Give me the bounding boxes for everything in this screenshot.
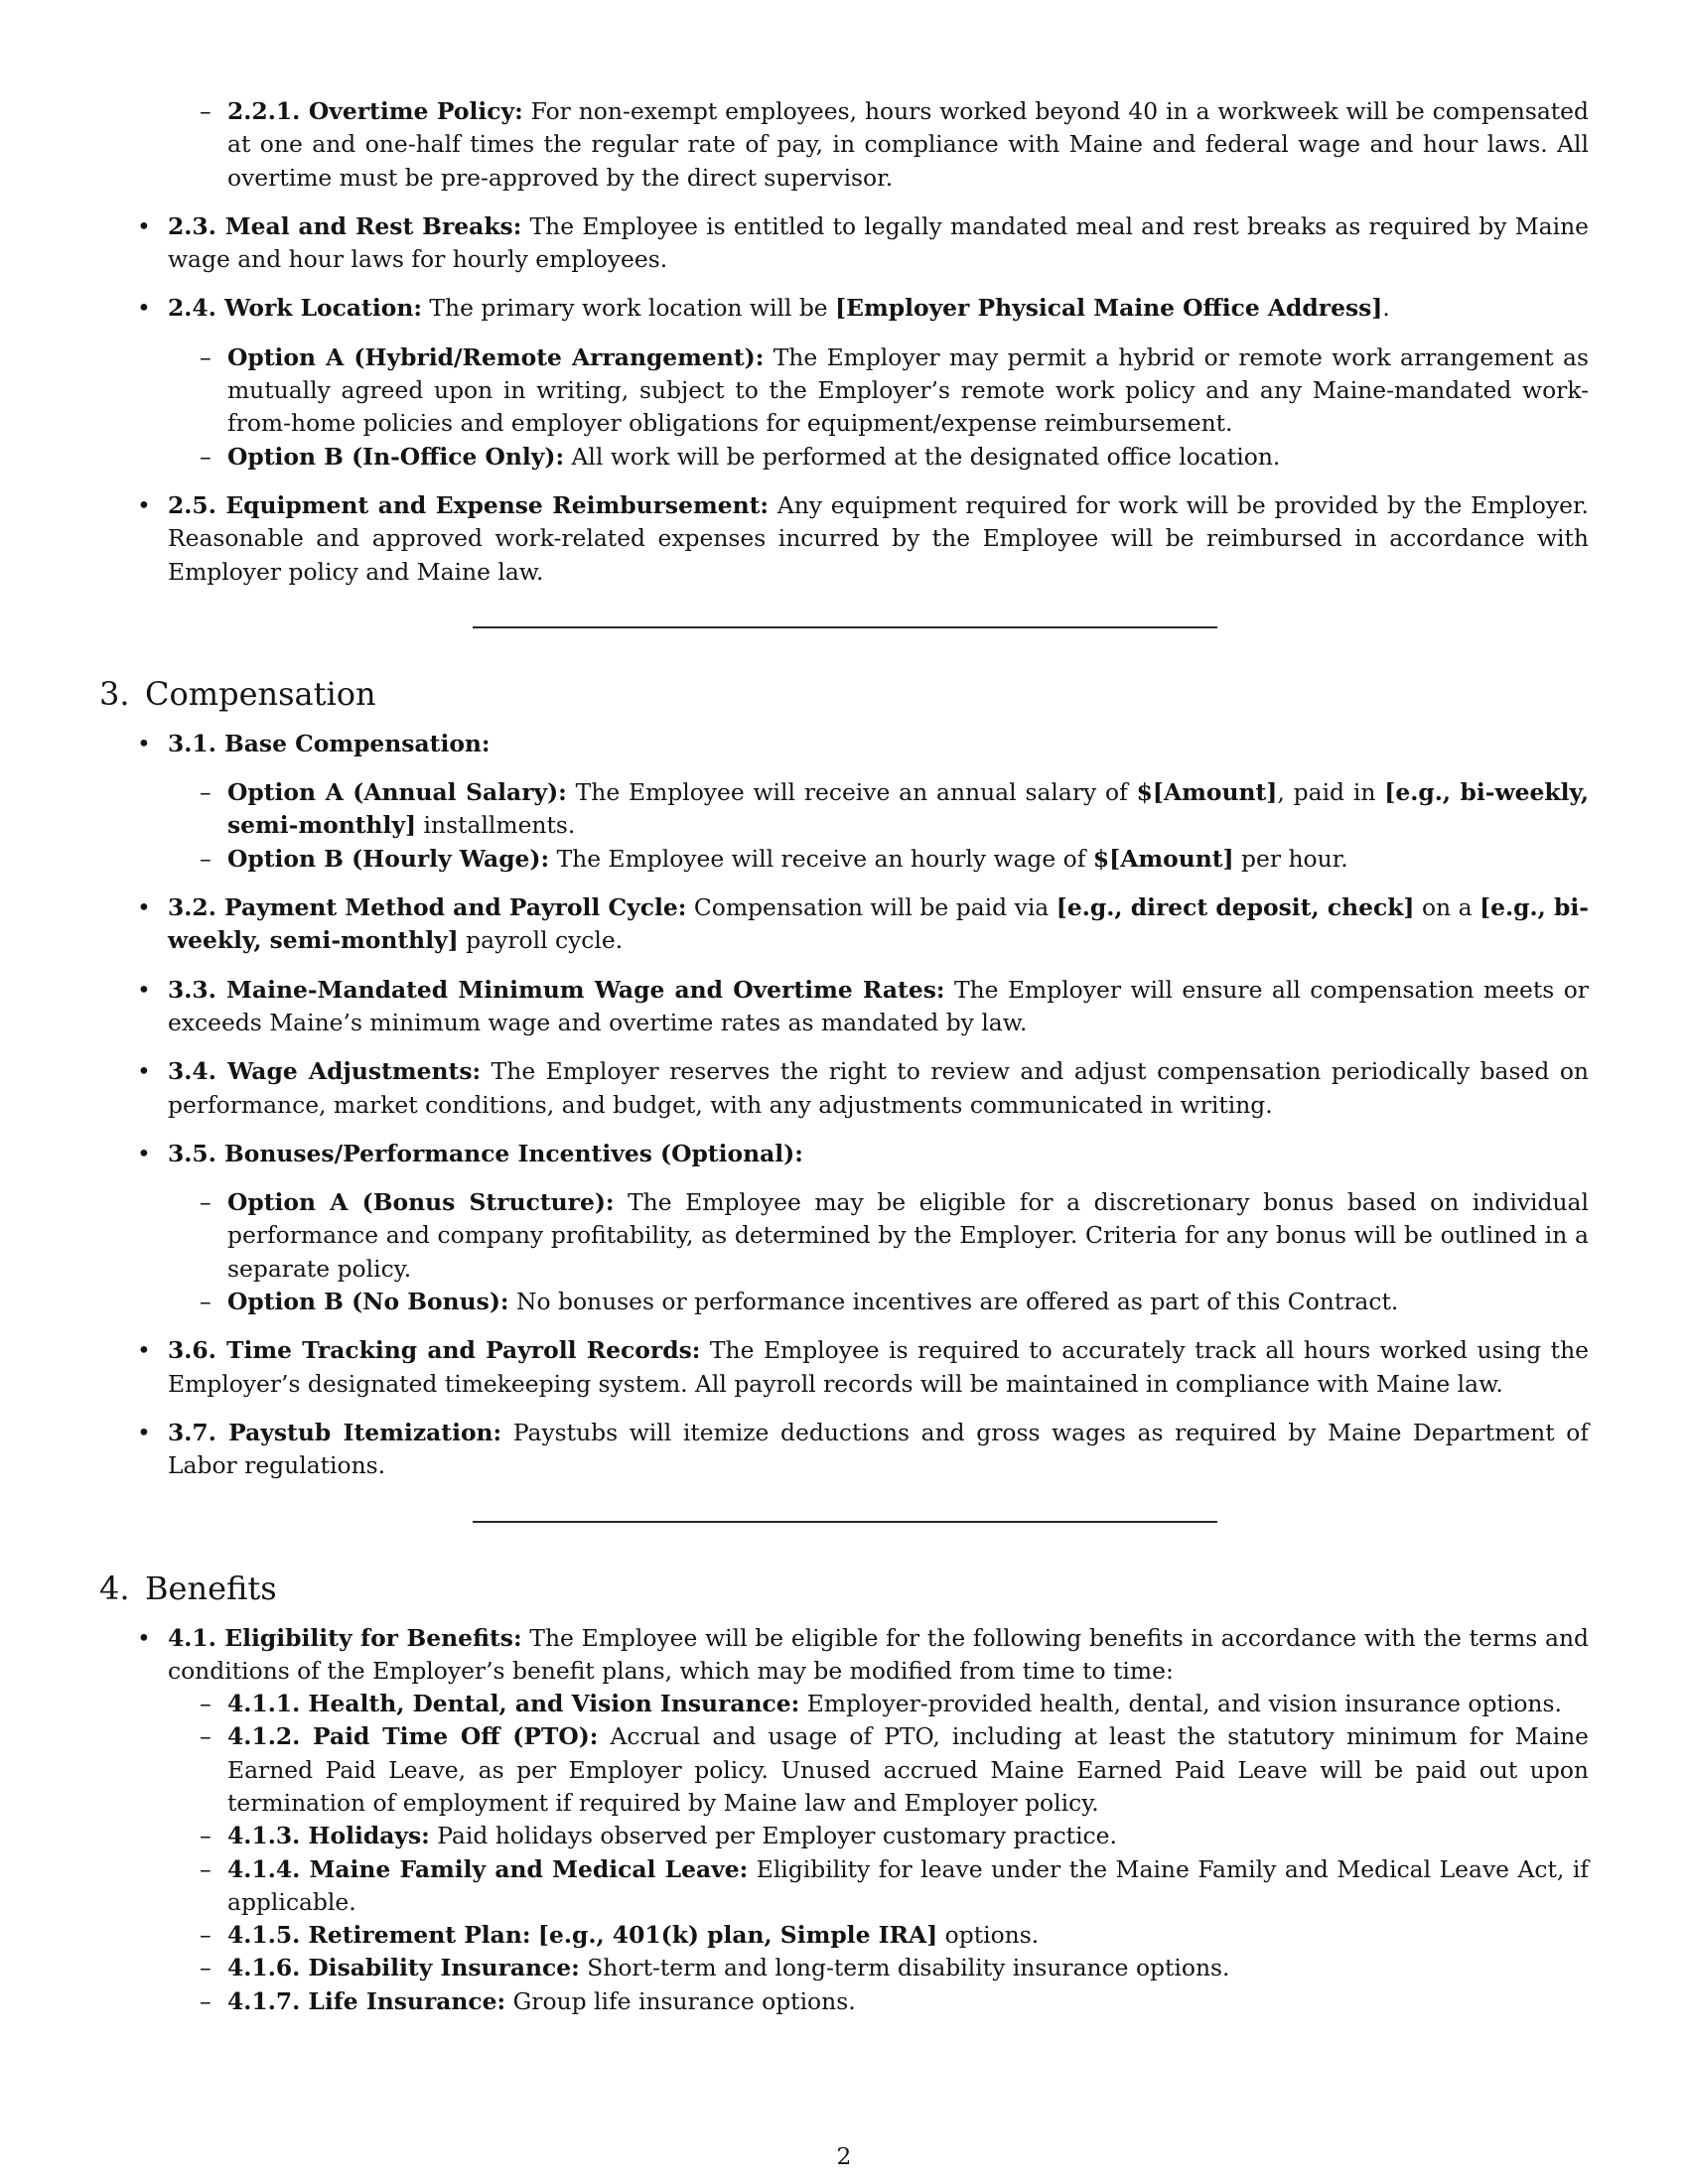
item-3-7: • 3.7. Paystub Itemization: Paystubs will itemize deductions and gross wages as required by Maine Department of Labor regulations. bbox=[137, 1418, 1589, 1480]
overtime-sub-list bbox=[99, 95, 1589, 195]
work-location-options bbox=[99, 341, 1589, 474]
benefits-sub-list bbox=[99, 1688, 1589, 2018]
page-content bbox=[99, 95, 1589, 2034]
section-4-heading: 4. Benefits bbox=[99, 1569, 277, 1607]
item-3-4: • 3.4. Wage Adjustments: The Employer reserves the right to review and adjust compensation periodically based on performance, market conditions, and budget, with any adjustments communicated in writing. bbox=[137, 1057, 1589, 1119]
sub-item-4-1-3: – 4.1.3. Holidays: Paid holidays observed per Employer customary practice. bbox=[200, 1822, 1117, 1850]
item-3-1: • 3.1. Base Compensation: bbox=[137, 729, 491, 757]
item-2-5: • 2.5. Equipment and Expense Reimbursement: Any equipment required for work will be provided by the Employer. Reasonable and approved work-related expenses incurred by the Employee will be reimbursed in accordance with Employer policy and Maine law. bbox=[137, 490, 1589, 586]
item-4-1: • 4.1. Eligibility for Benefits: The Employee will be eligible for the following benefits in accordance with the terms and conditions of the Employer’s benefit plans, which may be modified from time to time: bbox=[137, 1623, 1589, 1685]
base-compensation-options bbox=[99, 776, 1589, 876]
option-3-5-a: – Option A (Bonus Structure): The Employee may be eligible for a discretionary bonus based on individual performance and company profitability, as determined by the Employer. Criteria for any bonus will be outlined in a separate policy. bbox=[200, 1188, 1589, 1283]
page-number: 2 bbox=[836, 2142, 852, 2170]
sub-item-4-1-1: – 4.1.1. Health, Dental, and Vision Insurance: Employer-provided health, dental, and vision insurance options. bbox=[200, 1690, 1562, 1718]
option-2-4-b: – Option B (In-Office Only): All work will be performed at the designated office location. bbox=[200, 442, 1281, 471]
option-3-1-b: – Option B (Hourly Wage): The Employee will receive an hourly wage of $[Amount] per hour. bbox=[200, 844, 1348, 873]
item-2-4: • 2.4. Work Location: The primary work location will be [Employer Physical Maine Office Address]. bbox=[137, 294, 1390, 323]
sub-item-4-1-7: – 4.1.7. Life Insurance: Group life insurance options. bbox=[200, 1986, 856, 2015]
bonus-options bbox=[99, 1186, 1589, 1318]
sub-item-4-1-4: – 4.1.4. Maine Family and Medical Leave: Eligibility for leave under the Maine Family and Medical Leave Act, if applicable. bbox=[200, 1854, 1590, 1916]
section-divider bbox=[473, 626, 1217, 628]
item-3-3: • 3.3. Maine-Mandated Minimum Wage and Overtime Rates: The Employer will ensure all compensation meets or exceeds Maine’s minimum wage and overtime rates as mandated by law. bbox=[137, 975, 1589, 1036]
item-3-2: • 3.2. Payment Method and Payroll Cycle: Compensation will be paid via [e.g., direct deposit, check] on a [e.g., bi-weekly, semi-monthly] payroll cycle. bbox=[137, 893, 1589, 955]
option-3-1-a: – Option A (Annual Salary): The Employee will receive an annual salary of $[Amount], paid in [e.g., bi-weekly, semi-monthly] installments. bbox=[200, 778, 1589, 840]
section-divider bbox=[473, 1521, 1217, 1523]
item-2-3: • 2.3. Meal and Rest Breaks: The Employee is entitled to legally mandated meal and rest breaks as required by Maine wage and hour laws for hourly employees. bbox=[137, 211, 1589, 274]
sub-item-4-1-2: – 4.1.2. Paid Time Off (PTO): Accrual and usage of PTO, including at least the statutory minimum for Maine Earned Paid Leave, as per Employer policy. Unused accrued Maine Earned Paid Leave will be paid out upon termination of employment if required by Maine law and Employer policy. bbox=[200, 1722, 1589, 1817]
sub-item-4-1-6: – 4.1.6. Disability Insurance: Short-term and long-term disability insurance options. bbox=[200, 1954, 1230, 1982]
sub-item-2-2-1: – 2.2.1. Overtime Policy: For non-exempt employees, hours worked beyond 40 in a workweek will be compensated at one and one-half times the regular rate of pay, in compliance with Maine and federal wage and hour laws. All overtime must be pre-approved by the direct supervisor. bbox=[200, 97, 1590, 192]
option-2-4-a: – Option A (Hybrid/Remote Arrangement): The Employer may permit a hybrid or remote work arrangement as mutually agreed upon in writing, subject to the Employer’s remote work policy and any Maine-mandated work-from-home policies and employer obligations for equipment/expense reimbursement. bbox=[200, 342, 1589, 438]
section-3-heading: 3. Compensation bbox=[99, 674, 376, 713]
item-3-6: • 3.6. Time Tracking and Payroll Records: The Employee is required to accurately track all hours worked using the Employer’s designated timekeeping system. All payroll records will be maintained in compliance with Maine law. bbox=[137, 1336, 1589, 1398]
option-3-5-b: – Option B (No Bonus): No bonuses or performance incentives are offered as part of this Contract. bbox=[200, 1288, 1399, 1316]
item-3-5: • 3.5. Bonuses/Performance Incentives (Optional): bbox=[137, 1139, 803, 1167]
sub-item-4-1-5: – 4.1.5. Retirement Plan: [e.g., 401(k) plan, Simple IRA] options. bbox=[200, 1921, 1040, 1950]
